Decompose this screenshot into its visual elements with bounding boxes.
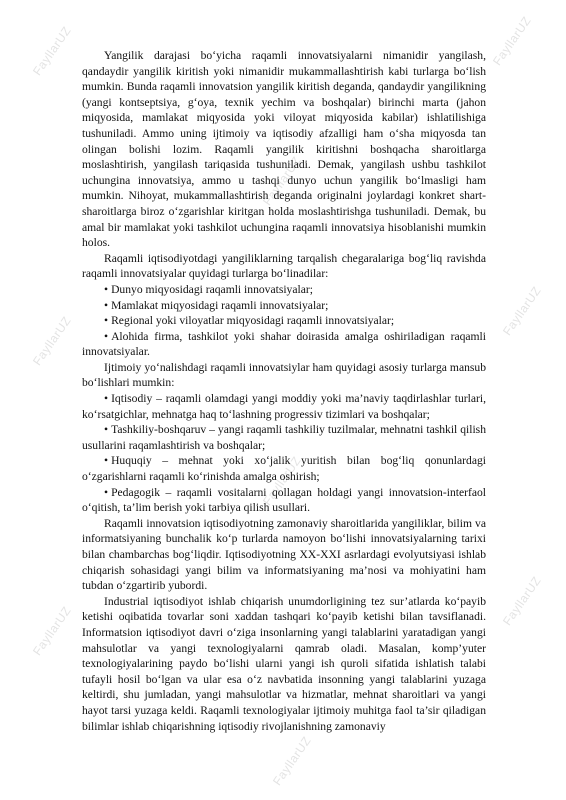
watermark: FayllarUZ <box>490 13 534 69</box>
watermark: FayllarUZ <box>30 603 74 659</box>
paragraph: Raqamli innovatsion iqtisodiyotning zamonaviy sharoitlarida yangiliklar, bilim va informatsiyaning bunchalik ko‘p turlarda namoyon bo‘lishi innovatsiyalarning tarixi bilan chambarchas bog‘liqdir. Iqtisodiyotning XX-XXI asrlardagi evolyutsiyasi ishlab chiqarish sohasidagi yangi bilim va informatsiyaning ma’nosi va mohiyatini ham tubdan o‘zgartirib yubordi. <box>82 516 486 593</box>
bullet-item <box>82 485 486 516</box>
bullet-icon: • <box>104 423 109 437</box>
watermark: FayllarUZ <box>260 453 304 509</box>
watermark: FayllarUZ <box>500 283 544 339</box>
bullet-icon: • <box>104 329 109 343</box>
paragraph: Raqamli iqtisodiyotdagi yangiliklarning tarqalish chegaralariga bog‘liq ravishda raqamli innovatsiyalar quyidagi turlarga bo‘linadilar: <box>82 251 486 281</box>
paragraph: Yangilik darajasi bo‘yicha raqamli innovatsiyalarni nimanidir yangilash, qandaydir yangilik kiritish yoki nimanidir mukammallashtirish kabi turlarga bo‘lish mumkin. Bunda raqamli innovatsion yangilik kiritish deganda, qandaydir yangilikning (yangi kontseptsiya, g‘oya, texnik yechim va boshqalar) birinchi marta (jahon miqyosida, mamlakat miqyosida yoki viloyat miqyosida kabilar) ishlatilishiga tushuniladi. Ammo uning ijtimoiy va iqtisodiy afzalligi ham o‘sha miqyosda tan olingan bolishi lozim. Raqamli yangilik kiritishni boshqacha sharoitlarga moslashtirish, yangilash tariqasida tushuniladi. Demak, yangilash ushbu tashkilot uchungina innovatsiya, ammo u tashqi dunyo uchun yangilik bo‘lmasligi ham mumkin. Nihoyat, mukammallashtirish deganda originalni joylardagi konkret shart-sharoitlarga biroz o‘zgarishlar kiritgan holda moslashtirishga tushuniladi. Demak, bu amal bir mamlakat yoki tashkilot uchungina raqamli innovatsiya hisoblanishi mumkin holos. <box>82 49 486 250</box>
bullet-icon: • <box>104 298 109 312</box>
bullet-icon: • <box>104 282 109 296</box>
document-body <box>82 48 486 734</box>
watermark: FayllarUZ <box>30 313 74 369</box>
bullet-item <box>82 329 486 360</box>
bullet-icon: • <box>104 485 109 499</box>
bullet-icon: • <box>104 454 109 468</box>
bullet-item <box>82 391 486 422</box>
bullet-text: Regional yoki viloyatlar miqyosidagi raqamli innovatsiyalar; <box>111 314 395 328</box>
watermark: FayllarUZ <box>500 573 544 629</box>
bullet-text: Alohida firma, tashkilot yoki shahar doirasida amalga oshiriladigan raqamli innovatsiyalar. <box>82 329 486 359</box>
paragraph: Industrial iqtisodiyot ishlab chiqarish unumdorligining tez sur’atlarda ko‘payib ketishi oqibatida tovarlar soni xaddan tashqari ko‘payib ketishi bilan tavsiflanadi. Informatsion iqtisodiyot davri o‘ziga insonlarning yangi talablarini yaratadigan yangi mahsulotlar va yangi texnologiyalarni qamrab oladi. Masalan, komp’yuter texnologiyalarining paydo bo‘lishi ularni yangi ish quroli sifatida ishlatish talabi tufayli hosil bo‘lgan va ular esa o‘z navbatida insonning yangi talablarini yuzaga keltirdi, shu jumladan, yangi mahsulotlar va hizmatlar, mehnat sharoitlari va yangi hayot tarsi yuzaga keldi. Raqamli texnologiyalar ijtimoiy muhitga faol ta’sir qiladigan bilimlar ishlab chiqarishning iqtisodiy rivojlanishning zamonaviy <box>82 594 486 733</box>
bullet-item <box>82 282 486 298</box>
paragraph: Ijtimoiy yo‘nalishdagi raqamli innovatsiylar ham quyidagi asosiy turlarga mansub bo‘lishlari mumkin: <box>82 360 486 390</box>
bullet-item <box>82 453 486 484</box>
bullet-text: Huquqiy – mehnat yoki xo‘jalik yuritish bilan bog‘liq qonunlardagi o‘zgarishlarni raqamli ko‘rinishda amalga oshirish; <box>82 454 486 484</box>
bullet-item <box>82 422 486 453</box>
bullet-text: Dunyo miqyosidagi raqamli innovatsiyalar; <box>111 282 313 296</box>
bullet-item <box>82 298 486 314</box>
bullet-text: Iqtisodiy – raqamli olamdagi yangi moddiy yoki ma’naviy taqdirlashlar turlari, ko‘rsatgichlar, mehnatga haq to‘lashning progressiv tizimlari va boshqalar; <box>82 392 486 421</box>
bullet-text: Pedagogik – raqamli vositalarni qollagan holdagi yangi innovatsion-interfaol o‘qitish, ta’lim berish yoki tarbiya qilish usullari. <box>82 485 486 515</box>
bullet-text: Tashkiliy-boshqaruv – yangi raqamli tashkiliy tuzilmalar, mehnatni tashkil qilish usullarini raqamlashtirish va boshqalar; <box>82 423 486 452</box>
watermark: FayllarUZ <box>30 23 74 79</box>
bullet-icon: • <box>104 392 109 406</box>
watermark: FayllarUZ <box>260 153 304 209</box>
bullet-icon: • <box>104 314 109 328</box>
bullet-item <box>82 313 486 329</box>
watermark: FayllarUZ <box>270 733 314 789</box>
bullet-text: Mamlakat miqyosidagi raqamli innovatsiyalar; <box>111 298 329 312</box>
